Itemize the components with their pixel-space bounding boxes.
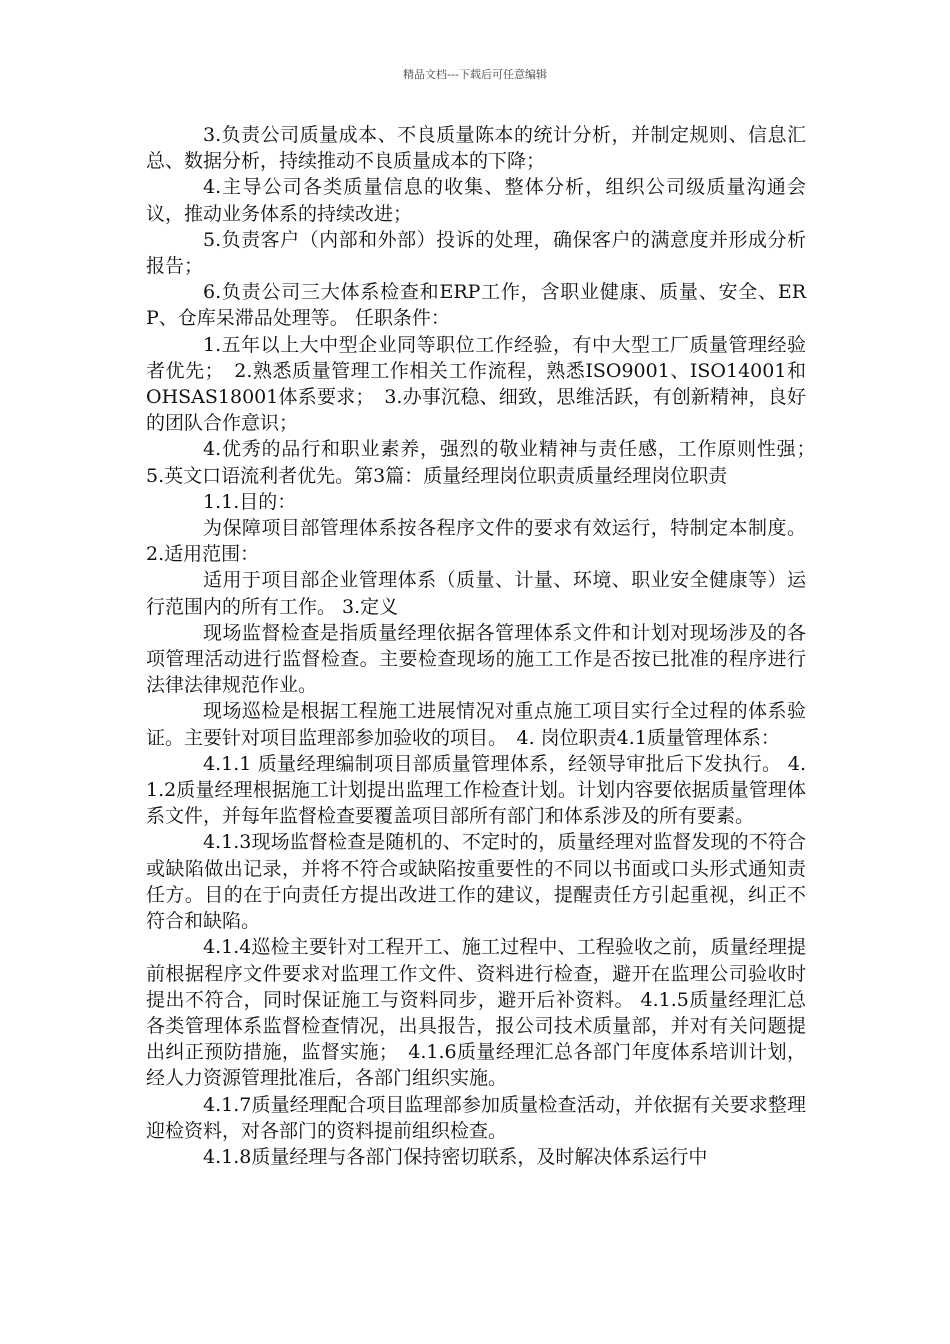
paragraph-purpose: 为保障项目部管理体系按各程序文件的要求有效运行，特制定本制度。 2.适用范围： — [146, 517, 806, 566]
paragraph-definition-patrol: 现场巡检是根据工程施工进展情况对重点施工项目实行全过程的体系验证。主要针对项目监理部参加验收的项目。 4. 岗位职责4.1质量管理体系： — [146, 700, 806, 749]
paragraph-4-quality-info: 4.主导公司各类质量信息的收集、整体分析，组织公司级质量沟通会议，推动业务体系的持续改进； — [146, 176, 806, 225]
paragraph-4-1-7: 4.1.7质量经理配合项目监理部参加质量检查活动，并依据有关要求整理迎检资料，对各部门的资料提前组织检查。 — [146, 1093, 806, 1142]
paragraph-4-1-3: 4.1.3现场监督检查是随机的、不定时的，质量经理对监督发现的不符合或缺陷做出记录，并将不符合或缺陷按重要性的不同以书面或口头形式通知责任方。目的在于向责任方提出改进工作的建议，提醒责任方引起重视，纠正不符合和缺陷。 — [146, 831, 806, 933]
paragraph-4-1-4: 4.1.4巡检主要针对工程开工、施工过程中、工程验收之前，质量经理提前根据程序文件要求对监理工作文件、资料进行检查，避开在监理公司验收时提出不符合，同时保证施工与资料同步，避开后补资料。 4.1.5质量经理汇总各类管理体系监督检查情况，出具报告，报公司技术质量部，并对有关问题提出纠正预防措施，监督实施； 4.1.6质量经理汇总各部门年度体系培训计划，经人力资源管理批准后，各部门组织实施。 — [146, 936, 806, 1090]
paragraph-4-1-1: 4.1.1 质量经理编制项目部质量管理体系，经领导审批后下发执行。 4.1.2质量经理根据施工计划提出监理工作检查计划。计划内容要依据质量管理体系文件，并每年监督检查要覆盖项目部所有部门和体系涉及的所有要素。 — [146, 752, 806, 828]
paragraph-requirements-4: 4.优秀的品行和职业素养，强烈的敬业精神与责任感，工作原则性强； 5.英文口语流利者优先。第3篇：质量经理岗位职责质量经理岗位职责 — [146, 438, 826, 487]
paragraph-4-1-8: 4.1.8质量经理与各部门保持密切联系，及时解决体系运行中 — [203, 1145, 708, 1168]
paragraph-3-quality-cost: 3.负责公司质量成本、不良质量陈本的统计分析，并制定规则、信息汇总、数据分析，持续推动不良质量成本的下降； — [146, 124, 806, 173]
paragraph-requirements-1: 1.五年以上大中型企业同等职位工作经验，有中大型工厂质量管理经验者优先； 2.熟悉质量管理工作相关工作流程，熟悉ISO9001、ISO14001和OHSAS18001体系要求； 3.办事沉稳、细致，思维活跃，有创新精神，良好的团队合作意识； — [146, 333, 806, 435]
paragraph-definition-supervision: 现场监督检查是指质量经理依据各管理体系文件和计划对现场涉及的各项管理活动进行监督检查。主要检查现场的施工工作是否按已批准的程序进行法律法律规范作业。 — [146, 621, 806, 697]
paragraph-6-three-systems: 6.负责公司三大体系检查和ERP工作，含职业健康、质量、安全、ERP、仓库呆滞品处理等。 任职条件： — [146, 281, 806, 330]
paragraph-5-complaints: 5.负责客户（内部和外部）投诉的处理，确保客户的满意度并形成分析报告； — [146, 228, 806, 278]
paragraph-scope: 适用于项目部企业管理体系（质量、计量、环境、职业安全健康等）运行范围内的所有工作。 3.定义 — [146, 569, 806, 618]
paragraph-purpose-heading: 1.1.目的： — [203, 490, 297, 513]
page-header: 精品文档---下载后可任意编辑 — [403, 68, 547, 81]
document-body — [146, 122, 826, 1170]
